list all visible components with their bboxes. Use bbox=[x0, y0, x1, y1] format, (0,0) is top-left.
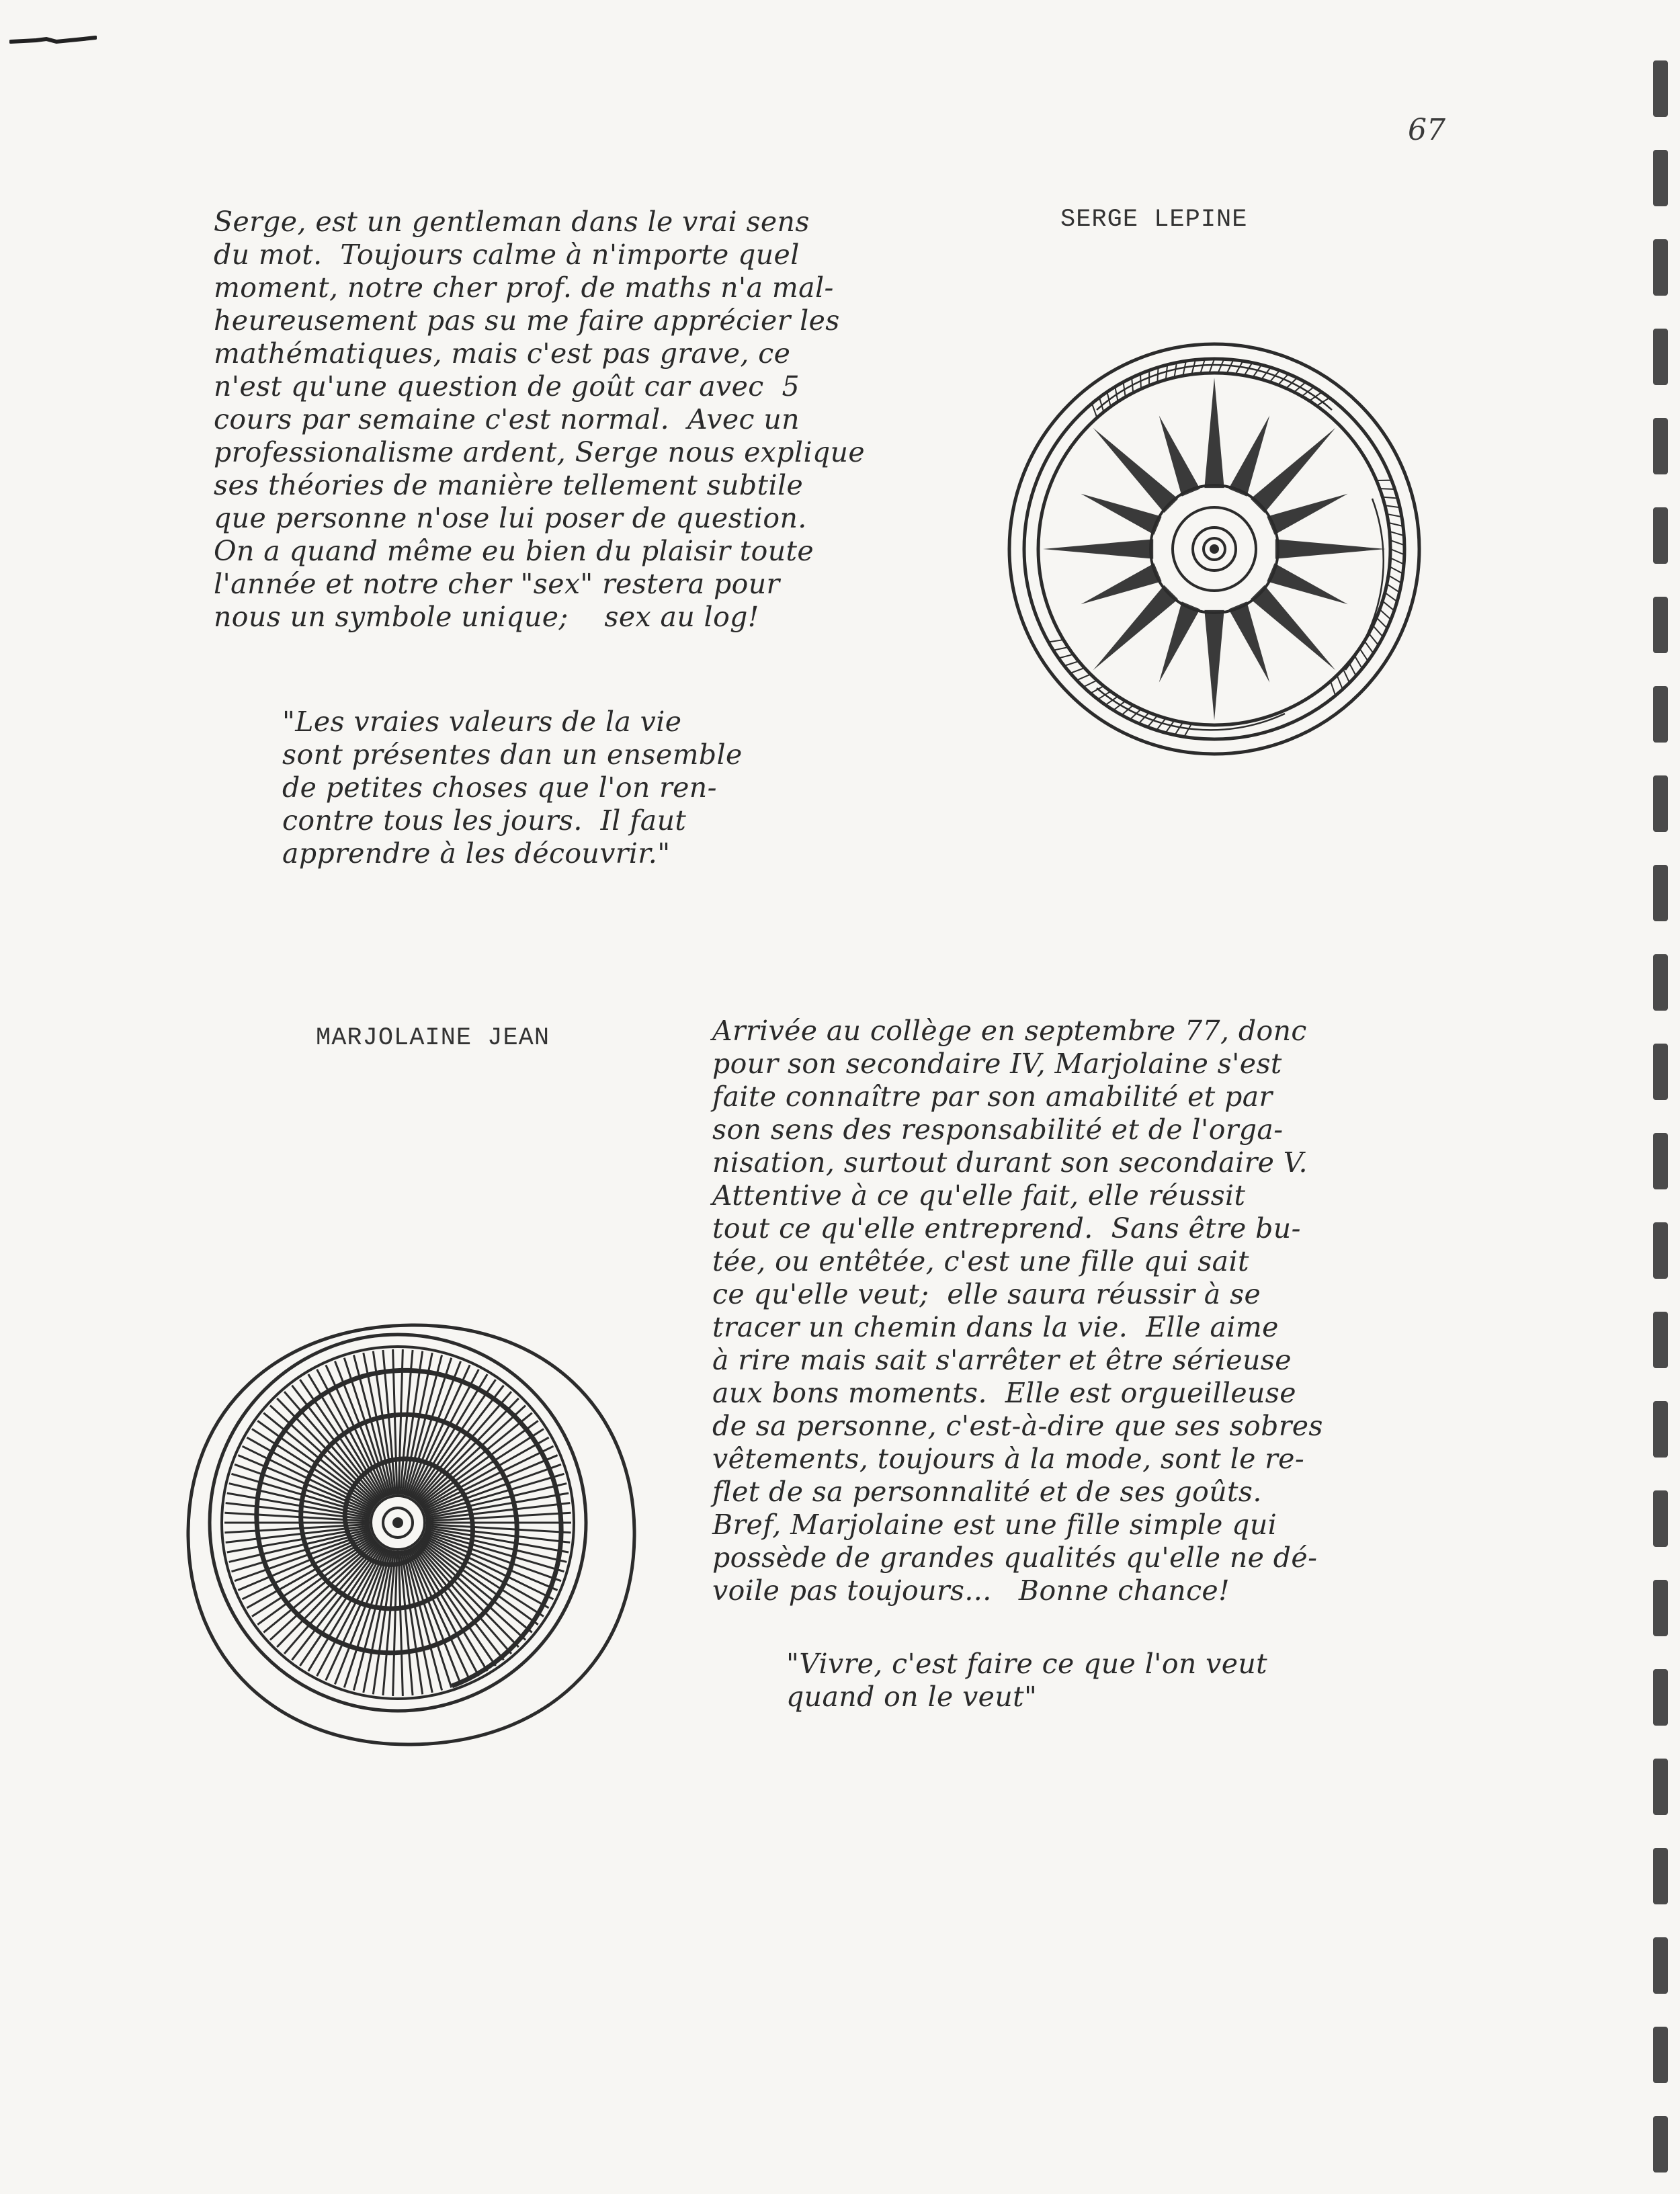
binding-hole bbox=[1653, 150, 1668, 206]
spiral-binding bbox=[1649, 0, 1673, 2194]
text-line: du mot. Toujours calme à n'importe quel bbox=[214, 239, 800, 271]
mandala-spike bbox=[1267, 494, 1347, 535]
mandala-spike bbox=[1275, 539, 1386, 558]
binding-hole bbox=[1653, 507, 1668, 564]
mandala-spike bbox=[1267, 563, 1347, 604]
quote-line: "Vivre, c'est faire ce que l'on veut bbox=[786, 1648, 1268, 1680]
binding-hole bbox=[1653, 1848, 1668, 1904]
mandala-spike bbox=[1228, 415, 1269, 496]
text-line: pour son secondaire IV, Marjolaine s'est bbox=[712, 1048, 1282, 1080]
text-line: flet de sa personnalité et de ses goûts. bbox=[712, 1476, 1262, 1508]
text-line: ses théories de manière tellement subtile bbox=[214, 469, 804, 501]
mandala-spike bbox=[1251, 585, 1335, 670]
binding-hole bbox=[1653, 954, 1668, 1011]
marjolaine-name-caption: MARJOLAINE JEAN bbox=[316, 1024, 550, 1052]
text-line: cours par semaine c'est normal. Avec un bbox=[214, 403, 800, 435]
binding-hole bbox=[1653, 1937, 1668, 1994]
text-line: à rire mais sait s'arrêter et être sérieuse bbox=[712, 1344, 1292, 1376]
text-line: faite connaître par son amabilité et par bbox=[712, 1081, 1273, 1113]
serge-name-caption: SERGE LEPINE bbox=[1060, 206, 1248, 234]
ink-smudge-mark bbox=[9, 34, 97, 48]
text-line: tracer un chemin dans la vie. Elle aime bbox=[712, 1311, 1279, 1343]
text-line: n'est qu'une question de goût car avec 5 bbox=[214, 370, 800, 403]
text-line: de sa personne, c'est-à-dire que ses sobres bbox=[712, 1410, 1323, 1442]
serge-description bbox=[214, 206, 865, 634]
binding-hole bbox=[1653, 1580, 1668, 1636]
mandala-spike bbox=[1093, 428, 1178, 513]
text-line: Attentive à ce qu'elle fait, elle réussit bbox=[712, 1179, 1246, 1212]
text-line: nisation, surtout durant son secondaire V. bbox=[712, 1146, 1308, 1179]
text-line: mathématiques, mais c'est pas grave, ce bbox=[214, 337, 791, 370]
mandala-spike bbox=[1093, 585, 1178, 670]
text-line: son sens des responsabilité et de l'orga- bbox=[712, 1113, 1284, 1146]
page-number: 67 bbox=[1408, 113, 1445, 147]
binding-hole bbox=[1653, 2027, 1668, 2083]
mandala-spike bbox=[1159, 601, 1200, 682]
text-line: que personne n'ose lui poser de question. bbox=[214, 502, 807, 534]
binding-hole bbox=[1653, 418, 1668, 474]
serge-quote bbox=[282, 706, 743, 870]
binding-hole bbox=[1653, 597, 1668, 653]
mandala-spike bbox=[1228, 601, 1269, 682]
mandala-spike bbox=[1251, 428, 1335, 513]
binding-hole bbox=[1653, 239, 1668, 296]
binding-hole bbox=[1653, 686, 1668, 743]
quote-line: quand on le veut" bbox=[786, 1681, 1038, 1713]
mandala-spike bbox=[1204, 610, 1224, 720]
text-line: Serge, est un gentleman dans le vrai sens bbox=[214, 206, 810, 238]
text-line: On a quand même eu bien du plaisir toute bbox=[214, 535, 814, 567]
binding-hole bbox=[1653, 2116, 1668, 2172]
binding-hole bbox=[1653, 329, 1668, 385]
binding-hole bbox=[1653, 1044, 1668, 1100]
marjolaine-description bbox=[712, 1015, 1323, 1607]
marjolaine-quote bbox=[786, 1648, 1267, 1714]
binding-hole bbox=[1653, 775, 1668, 832]
binding-hole bbox=[1653, 1759, 1668, 1815]
mandala-spike bbox=[1081, 494, 1161, 535]
text-line: nous un symbole unique; sex au log! bbox=[214, 601, 759, 633]
text-line: heureusement pas su me faire apprécier les bbox=[214, 304, 840, 337]
binding-hole bbox=[1653, 865, 1668, 921]
text-line: possède de grandes qualités qu'elle ne dé- bbox=[712, 1542, 1318, 1574]
binding-hole bbox=[1653, 1133, 1668, 1189]
serge-mandala-drawing bbox=[996, 331, 1433, 767]
text-line: professionalisme ardent, Serge nous explique bbox=[214, 436, 866, 468]
quote-line: contre tous les jours. Il faut bbox=[282, 804, 687, 837]
text-line: tout ce qu'elle entreprend. Sans être bu- bbox=[712, 1212, 1301, 1244]
mandala-spike bbox=[1043, 539, 1153, 558]
mandala-spike bbox=[1159, 415, 1200, 496]
text-line: moment, notre cher prof. de maths n'a mal- bbox=[214, 271, 834, 304]
text-line: voile pas toujours... Bonne chance! bbox=[712, 1574, 1230, 1607]
binding-hole bbox=[1653, 1401, 1668, 1458]
text-line: l'année et notre cher "sex" restera pour bbox=[214, 568, 780, 600]
quote-line: "Les vraies valeurs de la vie bbox=[282, 706, 682, 738]
quote-line: sont présentes dan un ensemble bbox=[282, 739, 743, 771]
text-line: vêtements, toujours à la mode, sont le re- bbox=[712, 1443, 1305, 1475]
text-line: ce qu'elle veut; elle saura réussir à se bbox=[712, 1278, 1261, 1310]
text-line: aux bons moments. Elle est orgueilleuse bbox=[712, 1377, 1296, 1409]
quote-line: apprendre à les découvrir." bbox=[282, 837, 671, 870]
binding-hole bbox=[1653, 1490, 1668, 1547]
binding-hole bbox=[1653, 1222, 1668, 1279]
mandala-spike bbox=[1204, 378, 1224, 488]
text-line: Arrivée au collège en septembre 77, donc bbox=[712, 1015, 1307, 1047]
quote-line: de petites choses que l'on ren- bbox=[282, 771, 717, 804]
text-line: tée, ou entêtée, c'est une fille qui sait bbox=[712, 1245, 1249, 1277]
text-line: Bref, Marjolaine est une fille simple qui bbox=[712, 1509, 1277, 1541]
binding-hole bbox=[1653, 60, 1668, 117]
binding-hole bbox=[1653, 1669, 1668, 1726]
mandala-spike bbox=[1081, 563, 1161, 604]
binding-hole bbox=[1653, 1312, 1668, 1368]
marjolaine-spiral-drawing bbox=[169, 1309, 653, 1759]
